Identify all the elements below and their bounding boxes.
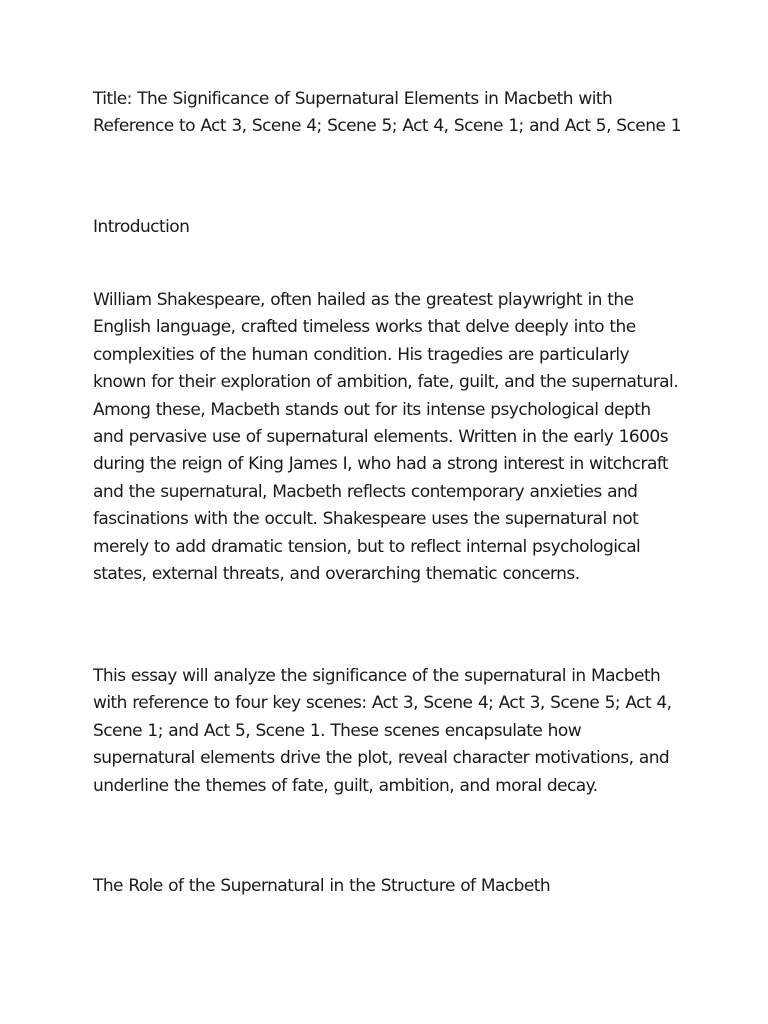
body-paragraph: This essay will analyze the significance of the supernatural in Macbeth with reference to four key scenes: Act 3, Scene 4; Act 3, Scene 5; Act 4, Scene 1; and Act 5, Scene 1. These scenes encapsulate how supernatural elements drive the plot, reveal character motivations, and underline the themes of fate, guilt, ambition, and moral decay.: [93, 666, 672, 796]
section-heading-introduction: Introduction: [93, 217, 190, 237]
document-title: Title: The Significance of Supernatural Elements in Macbeth with Reference to Act 3, Scene 4; Scene 5; Act 4, Scene 1; and Act 5, Scene 1: [93, 89, 681, 137]
section-heading-role-of-supernatural: The Role of the Supernatural in the Structure of Macbeth: [93, 876, 551, 896]
body-paragraph: William Shakespeare, often hailed as the greatest playwright in the English language, crafted timeless works that delve deeply into the complexities of the human condition. His tragedies are particularly known for their exploration of ambition, fate, guilt, and the supernatural. Among these, Macbeth stands out for its intense psychological depth and pervasive use of supernatural elements. Written in the early 1600s during the reign of King James I, who had a strong interest in witchcraft and the supernatural, Macbeth reflects contemporary anxieties and fascinations with the occult. Shakespeare uses the supernatural not merely to add dramatic tension, but to reflect internal psychological states, external threats, and overarching thematic concerns.: [93, 290, 679, 585]
